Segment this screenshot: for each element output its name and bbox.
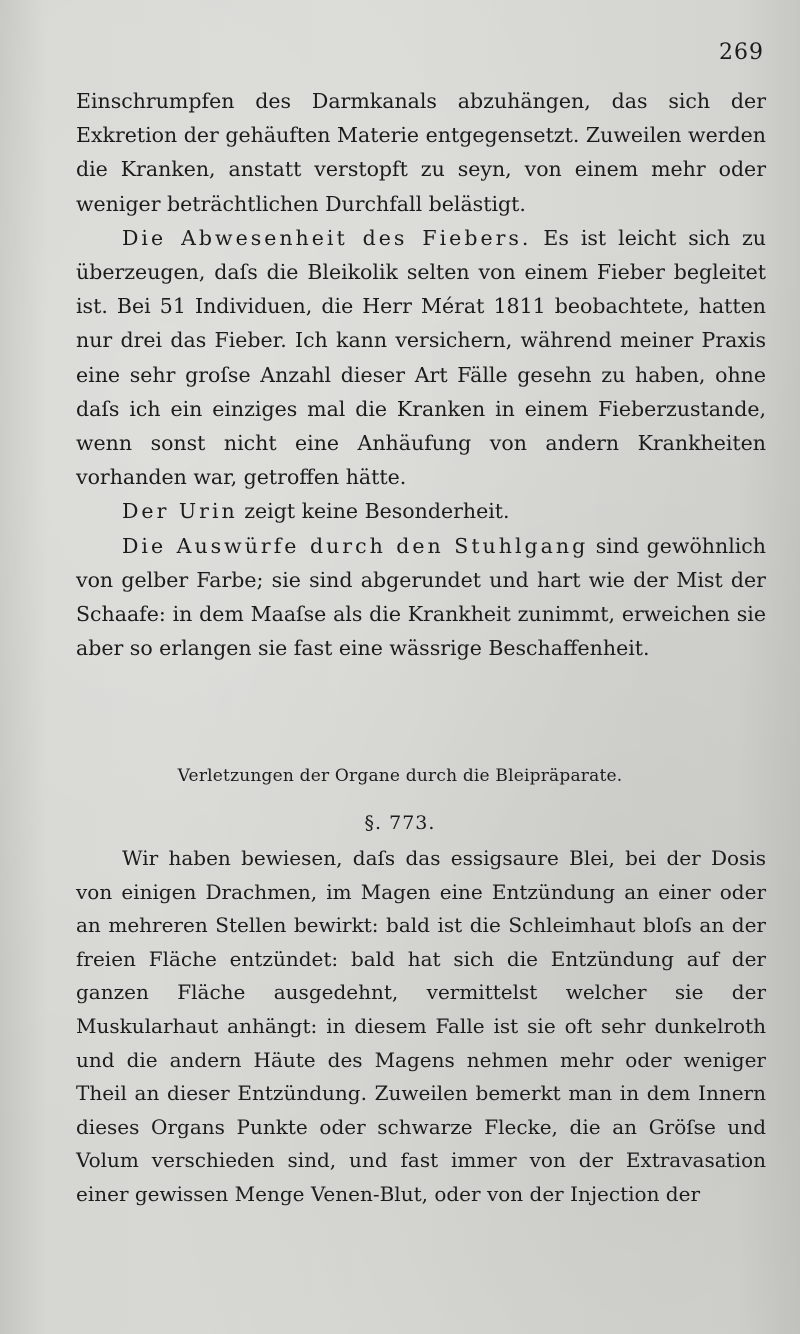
paragraph-urine-lead: Der Urin [122, 499, 238, 524]
paragraph-stool [76, 529, 766, 666]
paragraph-urine [76, 494, 766, 528]
paragraph-stool-body: sind gewöhnlich von gelber Farbe; sie sind abgerundet und hart wie der Mist der Schaafe: in dem Maaſse als die Krankheit zunimmt, erweichen sie aber so erlangen sie fast eine wässrige Beschaffenheit. [76, 533, 766, 661]
section-subheading: Verletzungen der Organe durch die Bleipräparate. [177, 766, 623, 786]
section-number: §. 773. [364, 812, 436, 834]
paragraph-stool-lead: Die Auswürfe durch den Stuhlgang [122, 533, 589, 558]
paragraph-fever [76, 221, 766, 495]
paragraph-urine-body: zeigt keine Besonderheit. [237, 499, 510, 524]
paragraph-fever-body: Es ist leicht sich zu überzeugen, daſs die Bleikolik selten von einem Fieber begleitet ist. Bei 51 Individuen, die Herr Mérat 1811 beobachtete, hatten nur drei das Fieber. Ich kann versichern, während meiner Praxis eine sehr groſse Anzahl dieser Art Fälle gesehn zu haben, ohne daſs ich ein einziges mal die Kranken in einem Fieberzustande, wenn sonst nicht eine Anhäufung von andern Krankheiten vorhanden war, getroffen hätte. [76, 225, 767, 490]
page-number: 269 [719, 40, 764, 65]
paragraph-continuation: Einschrumpfen des Darmkanals abzuhängen, das sich der Exkretion der gehäuften Materie entgegensetzt. Zuweilen werden die Kranken, anstatt verstopft zu seyn, von einem mehr oder weniger beträchtlichen Durchfall belästigt. [76, 89, 766, 216]
paragraph-section-773: Wir haben bewiesen, daſs das essigsaure Blei, bei der Dosis von einigen Drachmen, im Magen eine Entzündung an einer oder an mehreren Stellen bewirkt: bald ist die Schleimhaut bloſs an der freien Fläche entzündet: bald hat sich die Entzündung auf der ganzen Fläche ausgedehnt, vermittelst welcher sie der Muskularhaut anhängt: in diesem Falle ist sie oft sehr dunkelroth und die andern Häute des Magens nehmen mehr oder weniger Theil an dieser Entzündung. Zuweilen bemerkt man in dem Innern dieses Organs Punkte oder schwarze Flecke, die an Gröſse und Volum verschieden sind, und fast immer von der Extravasation einer gewissen Menge Venen-Blut, oder von der Injection der [76, 846, 766, 1206]
paragraph-fever-lead: Die Abwesenheit des Fiebers. [122, 225, 532, 250]
upper-text-block [76, 84, 766, 665]
lower-text-block [76, 842, 766, 1212]
